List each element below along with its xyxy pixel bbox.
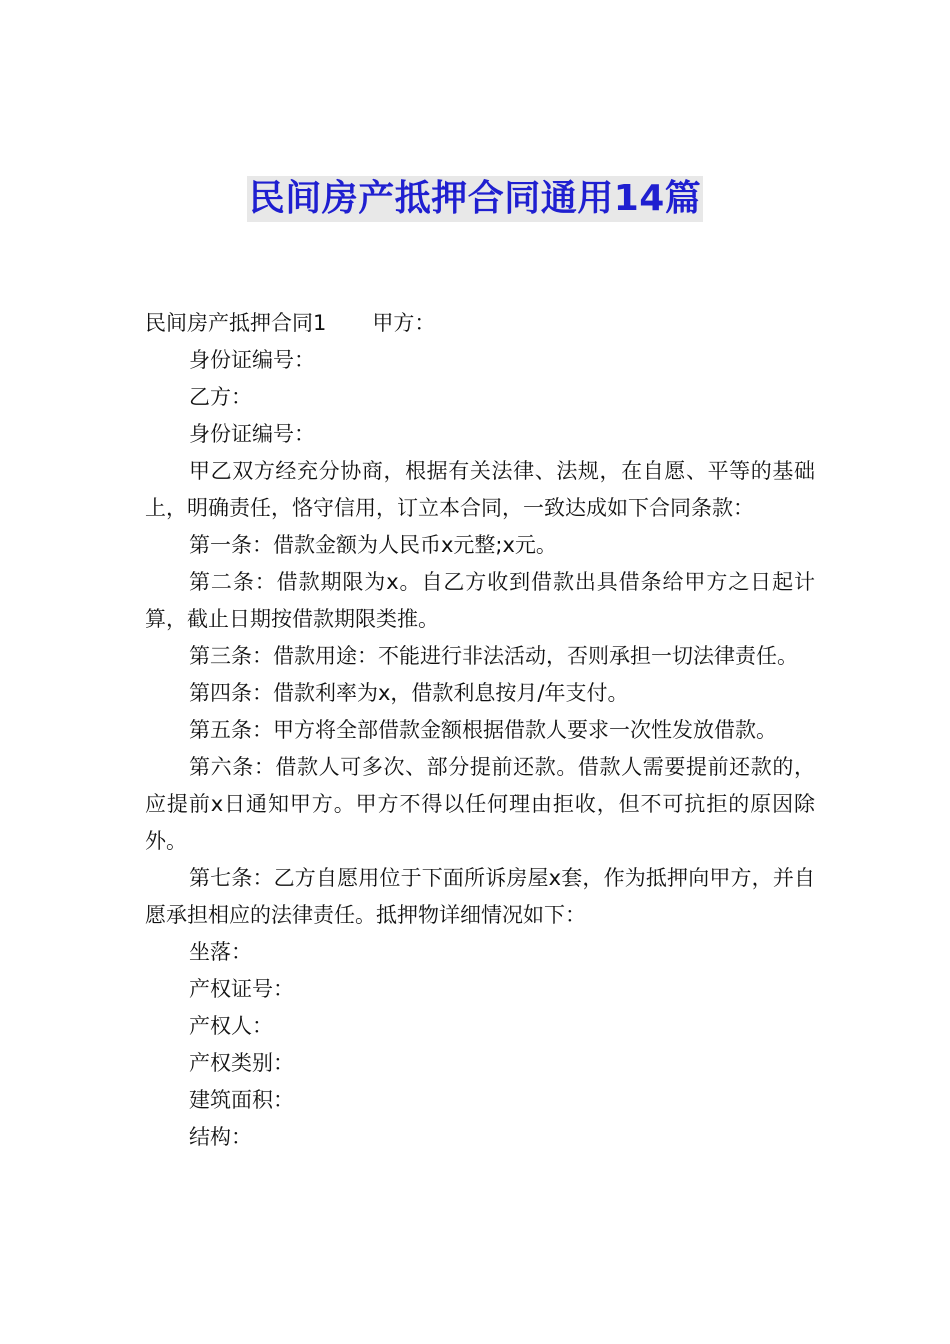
field-owner: 产权人： xyxy=(189,1014,273,1038)
paragraph-article-1: 第一条：借款金额为人民币x元整;x元。 xyxy=(189,533,557,557)
document-title: 民间房产抵押合同通用14篇 xyxy=(247,176,704,222)
field-location: 坐落： xyxy=(189,940,252,964)
field-title-number: 产权证号： xyxy=(189,977,294,1001)
field-structure: 结构： xyxy=(189,1125,252,1149)
paragraph-article-5: 第五条：甲方将全部借款金额根据借款人要求一次性发放借款。 xyxy=(189,718,777,742)
paragraph-article-2: 第二条：借款期限为x。自乙方收到借款出具借条给甲方之日起计算，截止日期按借款期限类推。 xyxy=(145,570,815,631)
paragraph-article-6: 第六条：借款人可多次、部分提前还款。借款人需要提前还款的，应提前x日通知甲方。甲方不得以任何理由拒收，但不可抗拒的原因除外。 xyxy=(145,755,815,853)
field-floor-area: 建筑面积： xyxy=(189,1088,294,1112)
paragraph-preamble: 甲乙双方经充分协商，根据有关法律、法规，在自愿、平等的基础上，明确责任，恪守信用，订立本合同，一致达成如下合同条款： xyxy=(145,459,815,520)
paragraph-article-7: 第七条：乙方自愿用位于下面所诉房屋x套，作为抵押向甲方，并自愿承担相应的法律责任。抵押物详细情况如下： xyxy=(145,866,815,927)
paragraph-id-a: 身份证编号： xyxy=(189,348,315,372)
paragraph-id-b: 身份证编号： xyxy=(189,422,315,446)
paragraph-party-b: 乙方： xyxy=(189,385,252,409)
field-property-type: 产权类别： xyxy=(189,1051,294,1075)
section-heading-line xyxy=(145,305,815,342)
document-body xyxy=(145,305,815,1156)
title-container xyxy=(0,176,950,222)
party-a-label: 甲方： xyxy=(372,311,436,335)
paragraph-article-3: 第三条：借款用途：不能进行非法活动，否则承担一切法律责任。 xyxy=(189,644,798,668)
section-heading: 民间房产抵押合同1 xyxy=(145,311,327,335)
paragraph-article-4: 第四条：借款利率为x，借款利息按月/年支付。 xyxy=(189,681,629,705)
